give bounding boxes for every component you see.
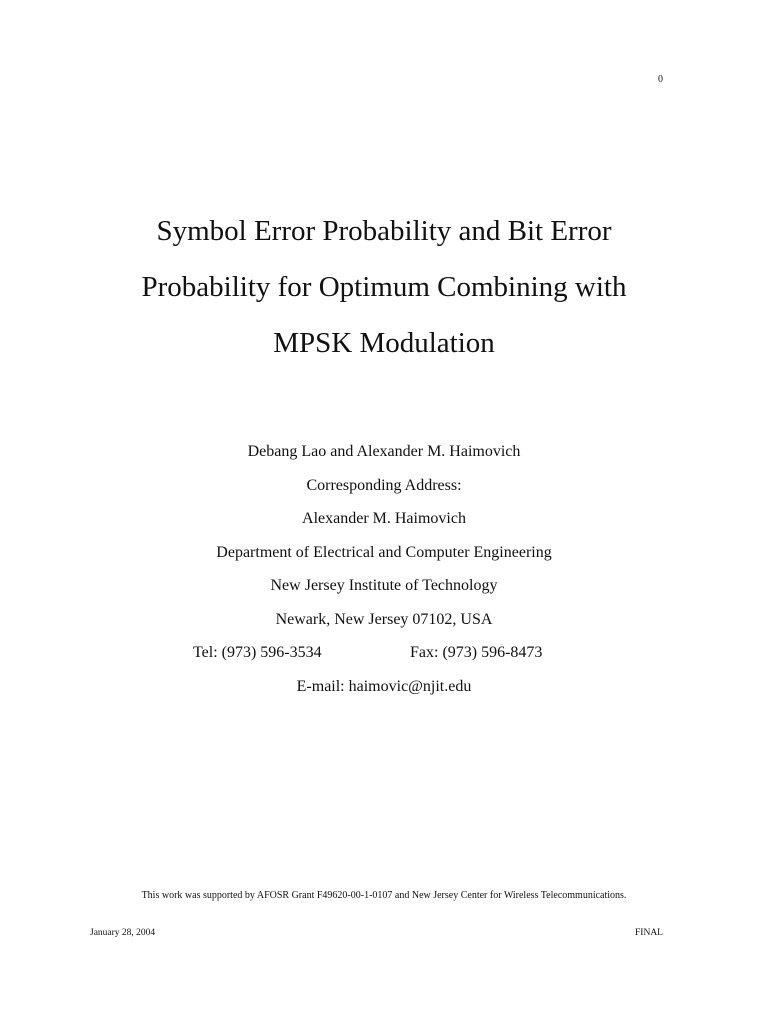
department: Department of Electrical and Computer Engineering [216, 543, 552, 561]
page-number: 0 [658, 74, 663, 85]
title-line-2: Probability for Optimum Combining with [141, 271, 627, 303]
footer-date: January 28, 2004 [90, 928, 156, 938]
paper-title [0, 203, 768, 371]
telephone: Tel: (973) 596-3534 [193, 644, 322, 661]
email: E-mail: haimovic@njit.edu [296, 677, 472, 695]
correspondence-heading: Corresponding Address: [306, 476, 462, 494]
title-line-1: Symbol Error Probability and Bit Error [156, 215, 612, 247]
corresponding-author-name: Alexander M. Haimovich [302, 510, 466, 527]
institution: New Jersey Institute of Technology [270, 577, 498, 594]
footer-status: FINAL [635, 928, 663, 938]
city-address: Newark, New Jersey 07102, USA [275, 610, 493, 628]
author-info-block [0, 435, 768, 703]
funding-footnote: This work was supported by AFOSR Grant F49620-00-1-0107 and New Jersey Center for Wireless Telecommunications. [141, 890, 627, 901]
title-line-3: MPSK Modulation [273, 327, 495, 359]
authors: Debang Lao and Alexander M. Haimovich [247, 443, 521, 460]
tel-fax-row [0, 636, 768, 670]
fax: Fax: (973) 596-8473 [410, 644, 543, 661]
